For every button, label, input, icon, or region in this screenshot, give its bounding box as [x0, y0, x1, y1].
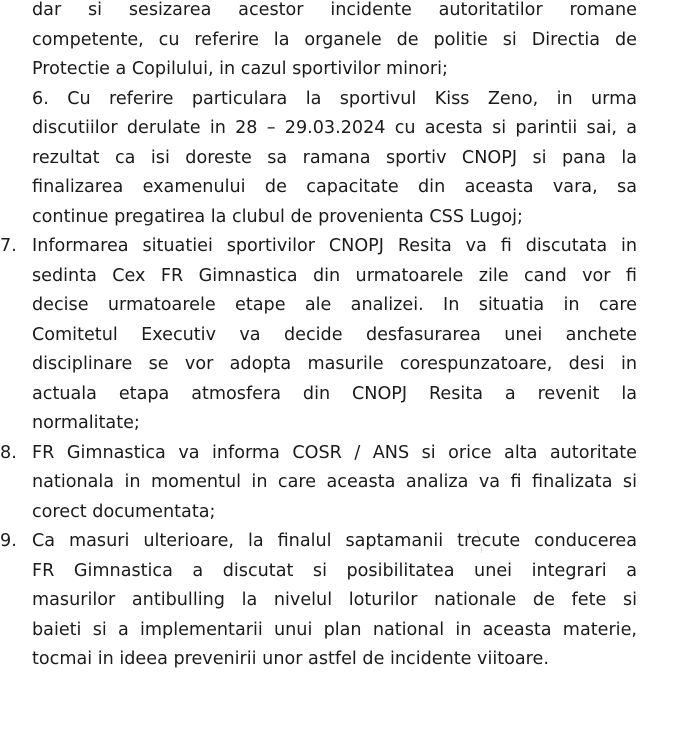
text-line: masurilor antibulling la nivelul loturilor nationale de fete si	[32, 590, 637, 610]
text-line-content: Cu referire particulara la sportivul Kiss Zeno, in urma	[67, 88, 637, 109]
text-line: normalitate;	[32, 413, 140, 433]
text-line: Ca masuri ulterioare, la finalul saptamanii trecute conducerea	[32, 531, 637, 551]
text-line: sedinta Cex FR Gimnastica din urmatoarele zile cand vor fi	[32, 265, 637, 286]
text-line: Protectie a Copilului, in cazul sportivilor minori;	[32, 59, 448, 79]
paragraph-6	[0, 85, 675, 233]
text-line: discutiilor derulate in 28 – 29.03.2024 cu acesta si parintii sai, a	[32, 118, 637, 138]
text-line: continue pregatirea la clubul de provenienta CSS Lugoj;	[32, 206, 523, 227]
scan-speck	[478, 530, 482, 556]
paragraph-8	[0, 439, 675, 528]
paragraph-number: 9.	[0, 531, 17, 551]
text-line: Informarea situatiei sportivilor CNOPJ Resita va fi discutata in	[32, 236, 637, 256]
paragraph-number: 7.	[0, 236, 17, 256]
text-line: baieti si a implementarii unui plan national in aceasta materie,	[32, 619, 637, 640]
paragraph-5-continuation	[0, 0, 675, 85]
text-line: finalizarea examenului de capacitate din aceasta vara, sa	[32, 177, 637, 197]
text-line: corect documentata;	[32, 501, 216, 522]
text-line: disciplinare se vor adopta masurile corespunzatoare, desi in	[32, 354, 637, 374]
paragraph-number: 6.	[32, 88, 49, 109]
paragraph-9	[0, 527, 675, 675]
text-line: rezultat ca isi doreste sa ramana sportiv CNOPJ si pana la	[32, 147, 637, 168]
text-line: decise urmatoarele etape ale analizei. In situatia in care	[32, 295, 637, 315]
text-line: FR Gimnastica va informa COSR / ANS si orice alta autoritate	[32, 442, 637, 463]
text-line: FR Gimnastica a discutat si posibilitatea unei integrari a	[32, 560, 637, 581]
text-line: Comitetul Executiv va decide desfasurarea unei anchete	[32, 324, 637, 345]
paragraph-7	[0, 232, 675, 439]
text-line	[32, 85, 637, 115]
text-line: competente, cu referire la organele de politie si Directia de	[32, 29, 637, 50]
text-line: actuala etapa atmosfera din CNOPJ Resita a revenit la	[32, 383, 637, 404]
text-line: tocmai in ideea prevenirii unor astfel de incidente viitoare.	[32, 649, 549, 669]
scan-speck-stroke	[477, 530, 480, 538]
text-line: dar si sesizarea acestor incidente autoritatilor romane	[32, 0, 637, 20]
paragraph-number: 8.	[0, 442, 17, 463]
text-line: nationala in momentul in care aceasta analiza va fi finalizata si	[32, 472, 637, 492]
scan-speck-stroke	[481, 546, 482, 553]
